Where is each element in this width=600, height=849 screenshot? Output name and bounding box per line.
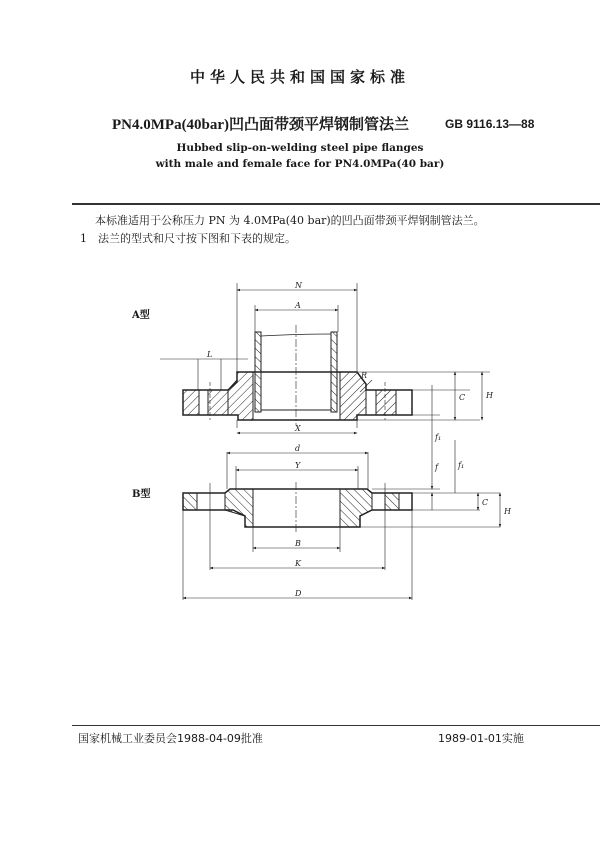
english-title-line2: with male and female face for PN4.0MPa(40 bar) [155, 158, 445, 170]
type-a-label: A型 [132, 310, 150, 321]
dim-label-H-a: H [486, 391, 493, 400]
dim-label-f1-b: f₁ [458, 461, 465, 470]
document-title: PN4.0MPa(40bar)凹凸面带颈平焊钢制管法兰 [112, 117, 410, 133]
scope-paragraph: 本标准适用于公称压力 PN 为 4.0MPa(40 bar)的凹凸面带颈平焊钢制管法兰。 [95, 214, 485, 227]
type-b-flange [183, 440, 500, 600]
dim-label-f: f [435, 463, 438, 472]
type-b-label: B型 [132, 489, 151, 500]
country-standard-heading: 中华人民共和国国家标准 [189, 68, 410, 86]
clause-text: 法兰的型式和尺寸按下图和下表的规定。 [98, 232, 296, 245]
english-title-line1: Hubbed slip-on-welding steel pipe flanges [176, 142, 424, 154]
dim-label-K: K [295, 559, 301, 568]
dim-label-N: N [295, 281, 302, 290]
clause-number: 1 [80, 232, 87, 245]
dim-label-X: X [295, 424, 301, 433]
dim-label-C-a: C [459, 393, 466, 402]
dim-label-A: A [295, 301, 301, 310]
dim-label-D: D [295, 589, 302, 598]
footer-divider [72, 725, 600, 726]
dim-label-R: R [361, 371, 368, 380]
standard-code: GB 9116.13—88 [445, 117, 535, 131]
dim-label-f1-a: f₁ [435, 433, 442, 442]
dim-label-H-b: H [504, 507, 511, 516]
dim-label-d: d [295, 444, 301, 453]
approval-note: 国家机械工业委员会1988-04-09批准 [78, 732, 263, 745]
dim-label-C-b: C [482, 498, 489, 507]
dim-label-Y: Y [295, 461, 301, 470]
effective-date: 1989-01-01实施 [438, 732, 524, 745]
dim-label-L: L [207, 350, 213, 359]
dim-label-B: B [295, 539, 301, 548]
dimension-labels [206, 281, 512, 598]
